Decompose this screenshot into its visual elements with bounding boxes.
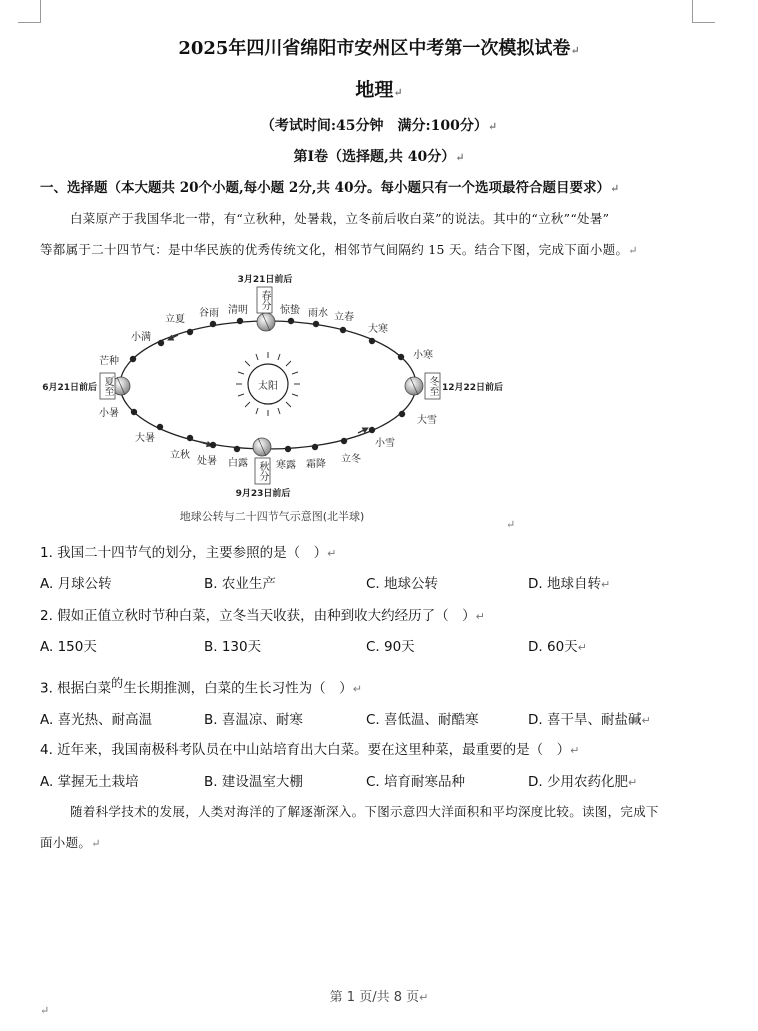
diagram-caption: 地球公转与二十四节气示意图(北半球): [179, 510, 365, 523]
exam-title: 2025年四川省绵阳市安州区中考第一次模拟试卷↵: [178, 38, 580, 59]
term-xiaohan: 小寒: [413, 350, 433, 361]
earth-icon-spring: [257, 313, 275, 331]
term-xiaoxue: 小雪: [375, 438, 395, 449]
label-xiazhi: 夏至: [102, 376, 113, 396]
date-spring: 3月21日前后: [237, 275, 293, 285]
term-lichun: 立春: [334, 312, 354, 323]
question-1-stem: 1. 我国二十四节气的划分，主要参照的是（ ）↵: [40, 545, 337, 561]
term-shuangjiang: 霜降: [306, 459, 326, 470]
term-mangzhong: 芒种: [99, 356, 119, 367]
question-3-option-d: D. 喜干旱、耐盐碱↵: [528, 712, 651, 728]
term-yushui: 雨水: [308, 308, 328, 319]
caption-return-mark: ↵: [506, 518, 516, 531]
sun-label: 太阳: [258, 381, 278, 392]
question-3-option-b: B. 喜温凉、耐寒: [204, 712, 303, 728]
question-2-option-d: D. 60天↵: [528, 639, 587, 655]
question-4-stem: 4. 近年来，我国南极科考队员在中山站培育出大白菜。要在这里种菜，最重要的是（ ）↵: [40, 742, 580, 758]
question-4-option-a: A. 掌握无土栽培: [40, 774, 139, 790]
orbit-solar-terms-diagram: [0, 262, 758, 532]
date-autumn: 9月23日前后: [235, 489, 291, 499]
question-3-option-c: C. 喜低温、耐酷寒: [366, 712, 479, 728]
subject-title: 地理↵: [355, 79, 403, 101]
page-footer: 第 1 页/共 8 页↵: [329, 990, 429, 1005]
term-guyu: 谷雨: [199, 308, 219, 319]
term-xiaoshu: 小暑: [99, 408, 119, 419]
exam-info: （考试时间:45分钟 满分:100分）↵: [260, 118, 498, 134]
term-bailu: 白露: [228, 458, 248, 469]
question-4-option-c: C. 培育耐寒品种: [366, 774, 466, 790]
section-title: 一、选择题（本大题共 20个小题,每小题 2分,共 40分。每小题只有一个选项最符合题目要求）↵: [40, 180, 620, 196]
question-1-option-b: B. 农业生产: [204, 576, 276, 592]
question-2-option-a: A. 150天: [40, 639, 97, 655]
question-3-option-a: A. 喜光热、耐高温: [40, 712, 153, 728]
term-dashu: 大暑: [135, 433, 155, 444]
intro-paragraph-line-2: 等都属于二十四节气：是中华民族的优秀传统文化，相邻节气间隔约 15 天。结合下图，完成下面小题。↵: [40, 242, 638, 257]
label-dongzhi: 冬至: [427, 376, 438, 396]
term-dahan: 大寒: [368, 324, 388, 335]
question-4-option-d: D. 少用农药化肥↵: [528, 774, 638, 790]
term-jingzhe: 惊蛰: [280, 305, 300, 316]
question-1-option-d: D. 地球自转↵: [528, 576, 611, 592]
term-daxue: 大雪: [417, 415, 437, 426]
term-hanlu: 寒露: [276, 460, 296, 471]
earth-icon-winter: [405, 377, 423, 395]
question-2-stem: 2. 假如正值立秋时节种白菜，立冬当天收获，由种到收大约经历了（ ）↵: [40, 608, 485, 624]
crop-mark-top-left: [18, 0, 41, 23]
date-winter: 12月22日前后: [442, 383, 504, 393]
label-qiufen: 秋分: [257, 461, 268, 481]
date-summer: 6月21日前后: [42, 383, 97, 393]
question-3-stem: 3. 根据白菜$^的$生长期推测，白菜的生长习性为（ ）↵: [40, 676, 362, 697]
label-chunfen: 春分: [259, 290, 270, 310]
ocean-intro-line-1: 随着科学技术的发展，人类对海洋的了解逐渐深入。下图示意四大洋面积和平均深度比较。读图，完成下: [70, 804, 659, 819]
question-1-option-c: C. 地球公转: [366, 576, 439, 592]
question-4-option-b: B. 建设温室大棚: [204, 774, 303, 790]
question-2-option-c: C. 90天: [366, 639, 415, 655]
question-1-option-a: A. 月球公转: [40, 576, 112, 592]
term-liqiu: 立秋: [170, 450, 190, 461]
earth-icon-autumn: [253, 438, 271, 456]
term-chushu: 处暑: [197, 456, 217, 467]
part-title: 第Ⅰ卷（选择题,共 40分）↵: [293, 149, 465, 165]
intro-paragraph-line-1: 白菜原产于我国华北一带，有“立秋种，处暑栽，立冬前后收白菜”的说法。其中的“立秋”“处暑”: [70, 211, 610, 226]
crop-mark-top-right: [692, 0, 715, 23]
bottom-return-mark: ↵: [40, 1004, 50, 1017]
term-lidong: 立冬: [341, 454, 361, 465]
ocean-intro-line-2: 面小题。↵: [40, 835, 101, 850]
question-2-option-b: B. 130天: [204, 639, 262, 655]
term-qingming: 清明: [228, 305, 248, 316]
term-xiaoman: 小满: [131, 332, 151, 343]
term-lixia: 立夏: [165, 314, 185, 325]
